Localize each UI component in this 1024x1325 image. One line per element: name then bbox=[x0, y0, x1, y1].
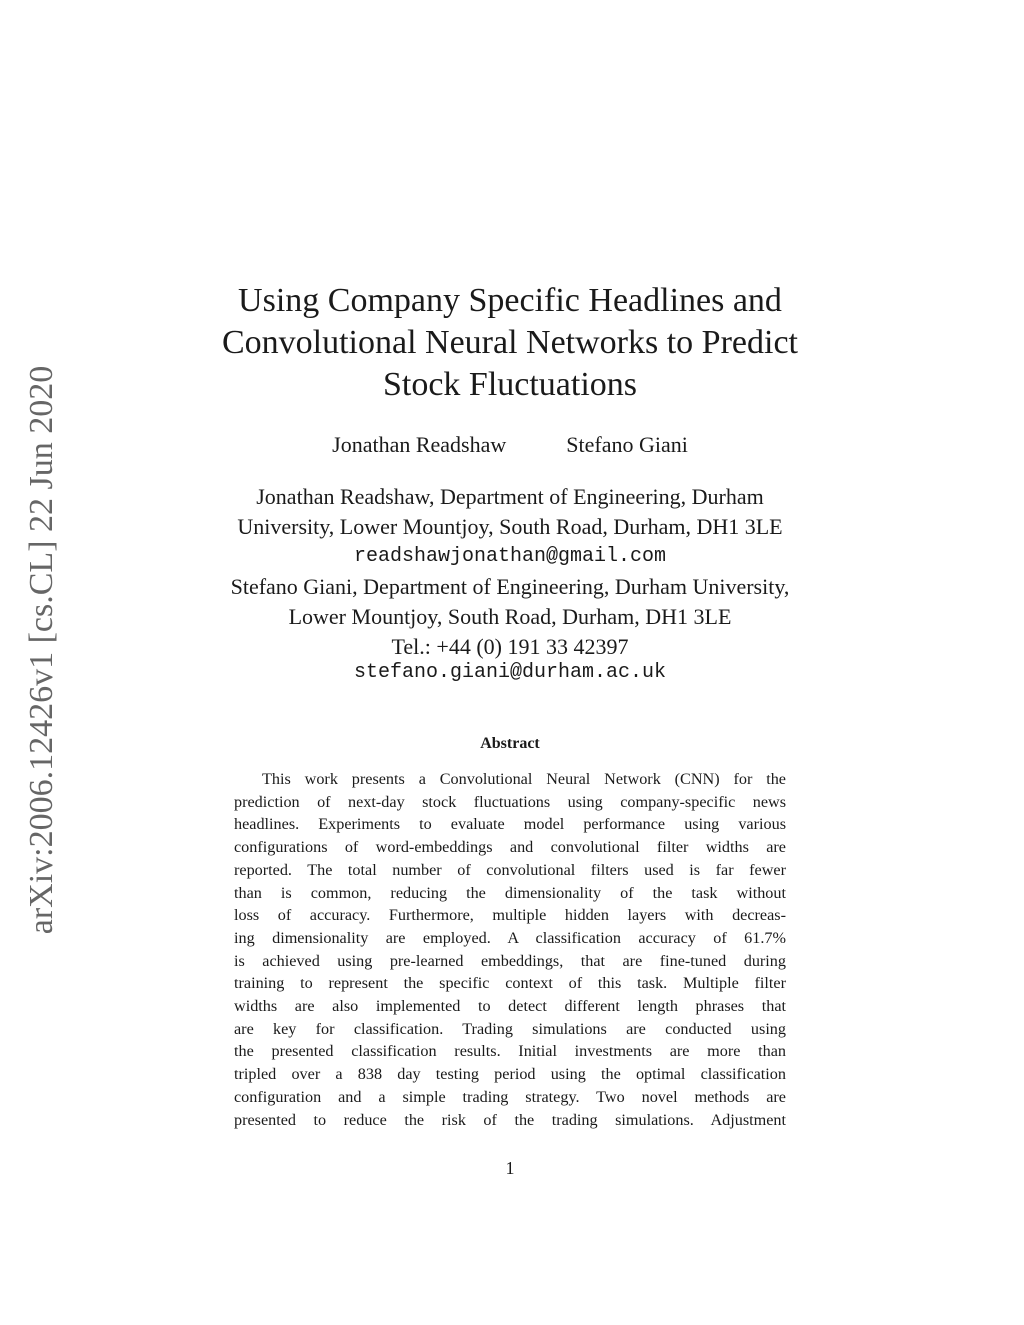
author-email[interactable]: stefano.giani@durham.ac.uk bbox=[353, 661, 667, 684]
abstract-line: training to represent the specific context of this task. Multiple filter bbox=[234, 974, 786, 993]
abstract-line: configuration and a simple trading strategy. Two novel methods are bbox=[234, 1087, 786, 1106]
paper-title bbox=[160, 280, 860, 406]
author-name: Jonathan Readshaw bbox=[332, 432, 507, 457]
abstract-line: is achieved using pre-learned embeddings, that are fine-tuned during bbox=[234, 951, 786, 970]
abstract-line: reported. The total number of convolutional filters used is far fewer bbox=[234, 860, 786, 879]
abstract-line: loss of accuracy. Furthermore, multiple hidden layers with decreas- bbox=[234, 906, 786, 925]
affiliations bbox=[130, 482, 890, 684]
abstract-heading: Abstract bbox=[480, 735, 540, 752]
affiliation-line: University, Lower Mountjoy, South Road, Durham, DH1 3LE bbox=[237, 514, 783, 539]
abstract-line: tripled over a 838 day testing period using the optimal classification bbox=[234, 1065, 786, 1084]
author-list bbox=[160, 432, 860, 458]
abstract-line: prediction of next-day stock fluctuations using company-specific news bbox=[234, 792, 786, 811]
title-line: Using Company Specific Headlines and bbox=[238, 282, 782, 319]
abstract-line: widths are also implemented to detect different length phrases that bbox=[234, 997, 786, 1016]
author-email[interactable]: readshawjonathan@gmail.com bbox=[353, 545, 667, 568]
affiliation-line: Stefano Giani, Department of Engineering, Durham University, bbox=[230, 574, 790, 599]
abstract-line: the presented classification results. Initial investments are more than bbox=[234, 1042, 786, 1061]
abstract-line: ing dimensionality are employed. A classification accuracy of 61.7% bbox=[234, 928, 786, 947]
abstract-line: than is common, reducing the dimensionality of the task without bbox=[234, 883, 786, 902]
abstract-text bbox=[234, 768, 786, 1131]
author-name: Stefano Giani bbox=[566, 432, 688, 457]
abstract-line: presented to reduce the risk of the trading simulations. Adjustment bbox=[234, 1110, 786, 1129]
page-number: 1 bbox=[505, 1158, 515, 1178]
title-line: Convolutional Neural Networks to Predict bbox=[221, 324, 798, 361]
affiliation-line: Lower Mountjoy, South Road, Durham, DH1 3LE bbox=[288, 604, 732, 629]
abstract-line: headlines. Experiments to evaluate model performance using various bbox=[234, 815, 786, 834]
arxiv-identifier: arXiv:2006.12426v1 [cs.CL] 22 Jun 2020 bbox=[23, 365, 60, 935]
telephone: Tel.: +44 (0) 191 33 42397 bbox=[391, 634, 629, 659]
abstract-line: are key for classification. Trading simulations are conducted using bbox=[234, 1019, 786, 1038]
abstract-line: configurations of word-embeddings and convolutional filter widths are bbox=[234, 838, 786, 857]
title-line: Stock Fluctuations bbox=[382, 366, 638, 403]
abstract-line: This work presents a Convolutional Neural Network (CNN) for the bbox=[262, 770, 786, 788]
affiliation-line: Jonathan Readshaw, Department of Engineering, Durham bbox=[256, 484, 764, 509]
